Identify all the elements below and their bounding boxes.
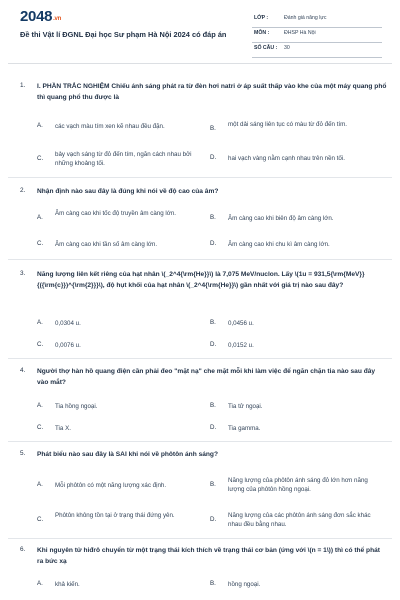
question-number: 2. [20, 187, 26, 194]
question-text: Phát biểu nào sau đây là SAI khi nói về phôtôn ánh sáng? [37, 451, 218, 458]
option-text: Phôtôn không tồn tại ở trạng thái đứng yên. [55, 512, 175, 519]
option-text: Âm càng cao khi tần số âm càng lớn. [55, 241, 158, 248]
option-text: Âm càng cao khi tốc độ truyền âm càng lớn. [55, 210, 176, 217]
meta-key: LỚP : [254, 15, 269, 21]
option-text: bảy vạch sáng từ đỏ đến tím, ngăn cách nhau bởi những khoảng tối. [55, 151, 192, 168]
option-label: C. [37, 516, 44, 523]
meta-key: SỐ CÂU : [254, 45, 278, 51]
question-5 [20, 450, 386, 536]
question-text: I. PHẦN TRẮC NGHIỆM Chiếu ánh sáng phát ra từ đèn hơi natri ở áp suất thấp vào khe của một máy quang phổ thì quang phổ thu được là [37, 83, 387, 101]
meta-row-subject [252, 28, 382, 43]
meta-key: MÔN : [254, 30, 270, 36]
option-label: D. [210, 154, 217, 161]
logo-main: 2048 [20, 8, 53, 25]
option-text: 0,0076 u. [55, 342, 81, 349]
question-divider [8, 177, 392, 178]
meta-row-class [252, 13, 382, 28]
question-number: 1. [20, 82, 26, 89]
option-label: A. [37, 122, 43, 129]
option-text: Tia gamma. [228, 425, 261, 432]
option-text: hồng ngoại. [228, 581, 261, 588]
option-label: B. [210, 125, 216, 132]
option-label: C. [37, 424, 44, 431]
option-text: Âm càng cao khi chu kì âm càng lớn. [228, 241, 330, 248]
option-label: A. [37, 402, 43, 409]
question-number: 3. [20, 270, 26, 277]
option-label: D. [210, 341, 217, 348]
option-text: Tia tử ngoại. [228, 403, 263, 410]
option-text: các vạch màu tím xen kẽ nhau đều đặn. [55, 123, 165, 130]
logo-suffix: .vn [53, 16, 61, 22]
header-divider [8, 63, 392, 64]
option-label: A. [37, 580, 43, 587]
question-text: Nhận định nào sau đây là đúng khi nói về độ cao của âm? [37, 188, 219, 195]
document-title: Đề thi Vật lí ĐGNL Đại học Sư phạm Hà Nội 2024 có đáp án [20, 30, 227, 39]
question-1 [20, 82, 386, 174]
meta-value: ĐHSP Hà Nội [284, 30, 316, 36]
option-text: Năng lượng của phôtôn ánh sáng đỏ lớn hơn năng lượng của phôtôn hồng ngoại. [228, 477, 368, 494]
question-2 [20, 187, 386, 255]
option-label: C. [37, 240, 44, 247]
option-label: B. [210, 402, 216, 409]
option-label: A. [37, 319, 43, 326]
question-6 [20, 546, 386, 598]
option-text: khả kiến. [55, 581, 80, 588]
option-text: Âm càng cao khi biên độ âm càng lớn. [228, 215, 334, 222]
option-text: hai vạch vàng nằm cạnh nhau trên nền tối. [228, 155, 345, 162]
option-text: Tia X. [55, 425, 71, 432]
question-divider [8, 441, 392, 442]
question-text: Khi nguyên tử hiđrô chuyển từ một trạng thái kích thích về trạng thái cơ bản (ứng với \(n = 1\)) thì có thể phát ra bức xạ [37, 547, 380, 565]
option-label: A. [37, 214, 43, 221]
option-label: B. [210, 481, 216, 488]
option-label: C. [37, 155, 44, 162]
question-divider [8, 259, 392, 260]
meta-value: 30 [284, 45, 290, 51]
question-number: 4. [20, 367, 26, 374]
site-logo[interactable] [20, 8, 60, 25]
option-label: D. [210, 240, 217, 247]
question-text: Năng lượng liên kết riêng của hạt nhân \(_2^4{\rm{He}}\) là 7,075 MeV/nuclon. Lấy \(1u = 931,5{\rm{MeV}}{({\rm{c}})^{\rm{2}}}\), độ hụt khối của hạt nhân \(_2^4{\rm{He}}\) gần nhất với giá trị nào sau đây? [37, 271, 365, 289]
question-number: 6. [20, 546, 26, 553]
question-divider [8, 358, 392, 359]
option-text: Năng lượng của các phôtôn ánh sáng đơn sắc khác nhau đều bằng nhau. [228, 512, 371, 529]
option-label: D. [210, 516, 217, 523]
option-text: một dải sáng liên tục có màu từ đỏ đến tím. [228, 121, 348, 128]
page-header [0, 0, 400, 58]
question-4 [20, 367, 386, 439]
option-label: D. [210, 424, 217, 431]
question-text: Người thợ hàn hồ quang điện cần phải đeo "mặt nạ" che mặt mỗi khi làm việc để ngăn chặn tia nào sau đây vào mắt? [37, 368, 376, 386]
option-label: A. [37, 481, 43, 488]
question-number: 5. [20, 450, 26, 457]
question-divider [8, 538, 392, 539]
option-label: B. [210, 319, 216, 326]
option-text: 0,0304 u. [55, 320, 81, 327]
option-text: 0,0456 u. [228, 320, 254, 327]
option-label: C. [37, 341, 44, 348]
exam-info-table [252, 13, 382, 58]
meta-value: Đánh giá năng lực [284, 15, 327, 21]
option-text: 0,0152 u. [228, 342, 254, 349]
option-label: B. [210, 580, 216, 587]
option-text: Tia hồng ngoại. [55, 403, 98, 410]
option-label: B. [210, 214, 216, 221]
meta-row-count [252, 43, 382, 58]
option-text: Mỗi phôtôn có một năng lượng xác định. [55, 482, 167, 489]
question-3 [20, 270, 386, 356]
